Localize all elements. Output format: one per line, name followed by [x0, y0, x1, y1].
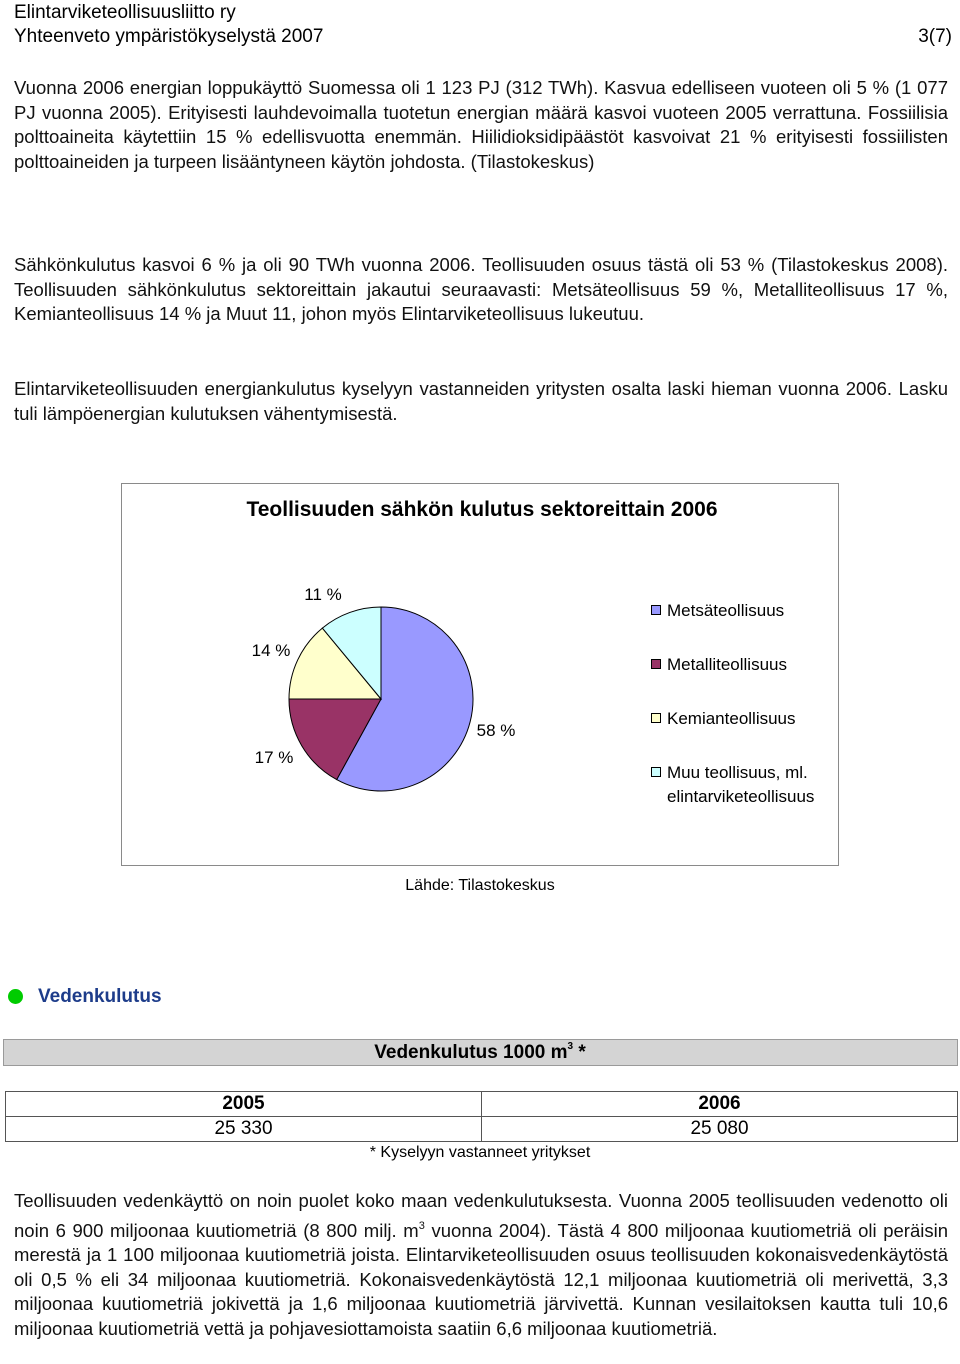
table-title-superscript: 3: [567, 1041, 574, 1052]
table-cell: 25 080: [482, 1117, 958, 1142]
paragraph-superscript: 3: [418, 1219, 425, 1232]
paragraph-water-use: [14, 1189, 948, 1341]
paragraph-electricity: Sähkönkulutus kasvoi 6 % ja oli 90 TWh vuonna 2006. Teollisuuden osuus tästä oli 53 % (Tilastokeskus 2008). Teollisuuden sähkönkulutus sektoreittain jakautui seuraavasti: Metsäteollisuus 59 %, Metalliteollisuus 17 %, Kemianteollisuus 14 % ja Muut 11, johon myös Elintarviketeollisuus lukeutuu.: [14, 254, 948, 324]
header-document-title: Yhteenveto ympäristökyselystä 2007: [14, 26, 324, 47]
legend-swatch: [651, 767, 661, 777]
table-header-cell: 2006: [482, 1092, 958, 1117]
paragraph-food-industry-energy: Elintarviketeollisuuden energiankulutus kyselyyn vastanneiden yritysten osalta laski hieman vuonna 2006. Lasku tuli lämpöenergian kulutuksen vähentymisestä.: [14, 378, 948, 424]
chart-title-text: Teollisuuden sähkön kulutus sektoreittain 2006: [246, 498, 718, 521]
chart-source: Lähde: Tilastokeskus: [405, 877, 555, 894]
header-organization: Elintarviketeollisuusliitto ry: [14, 2, 236, 23]
pie-data-label-metsateollisuus: 58 %: [476, 721, 516, 740]
legend-label: Metalliteollisuus: [667, 655, 787, 674]
pie-data-label-metalliteollisuus: 17 %: [254, 748, 294, 767]
table-footnote: * Kyselyyn vastanneet yritykset: [369, 1144, 591, 1161]
paragraph-energy-use: Vuonna 2006 energian loppukäyttö Suomessa oli 1 123 PJ (312 TWh). Kasvua edelliseen vuoteen oli 5 % (1 077 PJ vuonna 2005). Erityisesti lauhdevoimalla tuotetun energian määrä kasvoi vuoteen 2005 verrattuna. Fossiilisia polttoaineita käytettiin 15 % edellisvuotta enemmän. Hiilidioksidipäästöt kasvoivat 21 % erityisesti fossiilisten polttoaineiden ja turpeen lisääntyneen käytön johdosta. (Tilastokeskus): [14, 77, 948, 172]
table-cell: 25 330: [6, 1117, 482, 1142]
paragraph-water-use-part2: vuonna 2004). Tästä 4 800 miljoonaa kuutiometriä oli peräisin merestä ja 1 100 miljoonaa kuutiometriä joista. Elintarviketeollisuuden osuus teollisuuden kokonaisvedenkäytöstä oli 0,5 % eli 34 miljoonaa kuutiometriä. Kokonaisvedenkäytöstä 12,1 miljoonaa kuutiometriä oli merivettä, 3,3 miljoonaa kuutiometriä jokivettä ja 1,6 miljoonaa kuutiometriä järvivettä. Kunnan vesilaitoksen kautta tuli 10,6 miljoonaa kuutiometriä vettä ja pohjavesiottamoista saatiin 6,6 miljoonaa kuutiometriä.: [14, 1219, 949, 1339]
legend-label: Muu teollisuus, ml.: [667, 763, 808, 782]
section-heading: Vedenkulutus: [38, 986, 162, 1007]
legend-swatch: [651, 605, 661, 615]
legend-label-line2: elintarviketeollisuus: [667, 787, 815, 806]
table-title-suffix: *: [573, 1042, 586, 1063]
legend-label: Kemianteollisuus: [667, 709, 796, 728]
table-header-row: [6, 1092, 958, 1117]
legend-label: Metsäteollisuus: [667, 601, 785, 620]
pie-data-label-kemianteollisuus: 14 %: [251, 641, 291, 660]
legend-swatch: [651, 713, 661, 723]
table-title: [0, 1041, 960, 1064]
bullet-icon: [8, 989, 23, 1004]
table-row: [6, 1117, 958, 1142]
pie-data-label-muu-teollisuus: 11 %: [304, 585, 342, 604]
table-title-text: Vedenkulutus 1000 m: [374, 1042, 568, 1063]
legend-swatch: [651, 659, 661, 669]
water-consumption-table: [5, 1091, 958, 1142]
table-header-cell: 2005: [6, 1092, 482, 1117]
page-number: 3(7): [918, 26, 952, 47]
paragraph-water-use-part1: Teollisuuden vedenkäyttö on noin puolet koko maan vedenkulutuksesta. Vuonna 2005 teollisuuden vedenotto oli noin 6 900 miljoonaa kuutiometriä (8 800 milj. m: [14, 1190, 948, 1241]
